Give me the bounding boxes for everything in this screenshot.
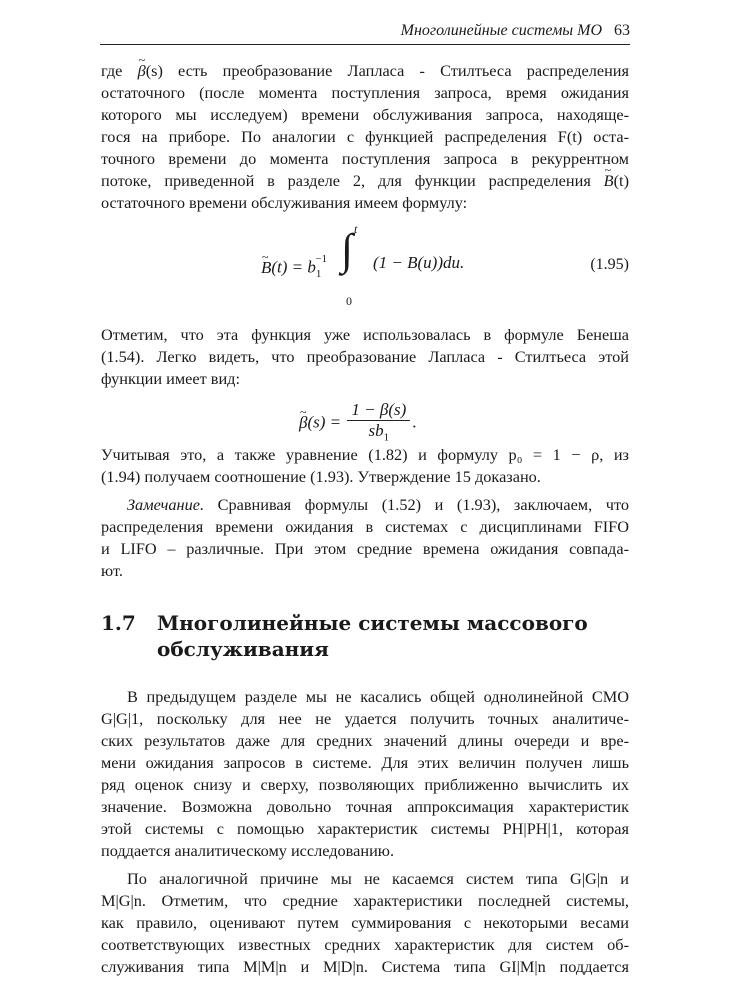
text-line: потоке, приведенной в разделе 2, для функции распределения ~ B(t) <box>101 170 629 192</box>
text-line: ряд оценок снизу и сверху, позволяющих приближенно вычислить их <box>101 775 629 794</box>
section-heading <box>101 610 629 662</box>
integral-upper-limit: t <box>354 222 358 236</box>
text-line: поддается аналитическому исследованию. <box>101 841 395 860</box>
paragraph-1 <box>101 60 629 214</box>
integral-body: (1 − B(u))du. <box>373 253 465 272</box>
page-body <box>101 60 629 978</box>
text-line: G|G|1, поскольку для нее не удается получить точных аналитиче- <box>101 709 629 728</box>
paragraph-6 <box>101 868 629 978</box>
text-line: ских результатов даже для средних значений длины очереди и вре- <box>101 731 629 750</box>
running-header-title: Многолинейные системы МО <box>400 22 602 39</box>
text-line: ют. <box>101 561 123 580</box>
paragraph-5 <box>101 686 629 862</box>
fraction <box>347 400 410 447</box>
text-line: По аналогичной причине мы не касаемся систем типа G|G|n и <box>127 869 629 888</box>
text-line: функции имеет вид: <box>101 369 240 388</box>
section-number: 1.7 <box>101 611 136 635</box>
text-line: и LIFO – различные. При этом средние времена ожидания совпада- <box>101 539 629 558</box>
text-line: Замечание. Сравнивая формулы (1.52) и (1.93), заключаем, что <box>127 495 629 514</box>
text-line: которого мы исследуем) времени обслуживания запроса, находяще- <box>101 105 629 124</box>
text-line: остаточного (после момента поступления запроса, время ожидания <box>101 83 629 102</box>
section-title-line-1: Многолинейные системы массового <box>157 611 588 635</box>
text-line: (1.54). Легко видеть, что преобразование Лапласа - Стилтьеса этой <box>101 347 629 366</box>
paragraph-remark <box>101 494 629 582</box>
running-header <box>100 22 630 45</box>
text-line: Отметим, что эта функция уже использовалась в формуле Бенеша <box>101 325 629 344</box>
fraction-numerator: 1 − β(s) <box>347 400 410 421</box>
text-line: распределения времени ожидания в системах с дисциплинами FIFO <box>101 517 629 536</box>
paragraph-3 <box>101 444 629 488</box>
remark-label: Замечание. <box>127 495 205 514</box>
text-line: гося на приборе. По аналогии с функцией распределения F(t) оста- <box>101 127 629 146</box>
beta-tilde-symbol: ~ β <box>138 60 146 82</box>
text-line: как правило, оценивают путем суммирования с некоторыми весами <box>101 913 629 932</box>
formula-lhs: ~ $B(t) = b_1^{-1}$ <box>261 252 327 285</box>
text-line: значение. Возможна довольно точная аппроксимация характеристик <box>101 797 629 816</box>
page-number: 63 <box>614 22 630 39</box>
text-line: соответствующих известных средних характеристик для систем об- <box>101 935 629 954</box>
text-line: мени ожидания запросов в системе. Для этих величин получен лишь <box>101 753 629 772</box>
integral-sign: ∫ <box>341 225 354 274</box>
text-line: (1.94) получаем соотношение (1.93). Утверждение 15 доказано. <box>101 467 541 486</box>
formula-laplace-transform: ~ β(s) = $\frac{1 - \beta(s)}{sb_1}$ . <box>101 390 629 444</box>
fraction-denominator: $sb_1$ <box>368 421 390 444</box>
section-title-line-2: обслуживания <box>157 637 329 661</box>
text-line: служивания типа M|M|n и M|D|n. Система типа GI|M|n поддается <box>101 957 629 976</box>
text-line: Учитывая это, а также уравнение (1.82) и формулу p₀ = 1 − ρ, из <box>101 445 629 464</box>
text-line: где ~ β(s) есть преобразование Лапласа - Стилтьеса распределения <box>101 60 629 82</box>
formula-1-95 <box>101 214 629 324</box>
beta-tilde-symbol: ~ β <box>299 412 307 434</box>
text-line: остаточного времени обслуживания имеем формулу: <box>101 193 468 212</box>
text-line: точного времени до момента поступления запроса в рекуррентном <box>101 149 629 168</box>
integral-lower-limit: 0 <box>346 294 352 308</box>
text-line: этой системы с помощью характеристик системы PH|PH|1, которая <box>101 819 629 838</box>
paragraph-2 <box>101 324 629 390</box>
text-line: M|G|n. Отметим, что средние характеристики последней системы, <box>101 891 629 910</box>
text-line: В предыдущем разделе мы не касались общей однолинейной СМО <box>127 687 629 706</box>
b-tilde-symbol: ~ B <box>604 170 614 192</box>
equation-number: (1.95) <box>590 256 629 273</box>
